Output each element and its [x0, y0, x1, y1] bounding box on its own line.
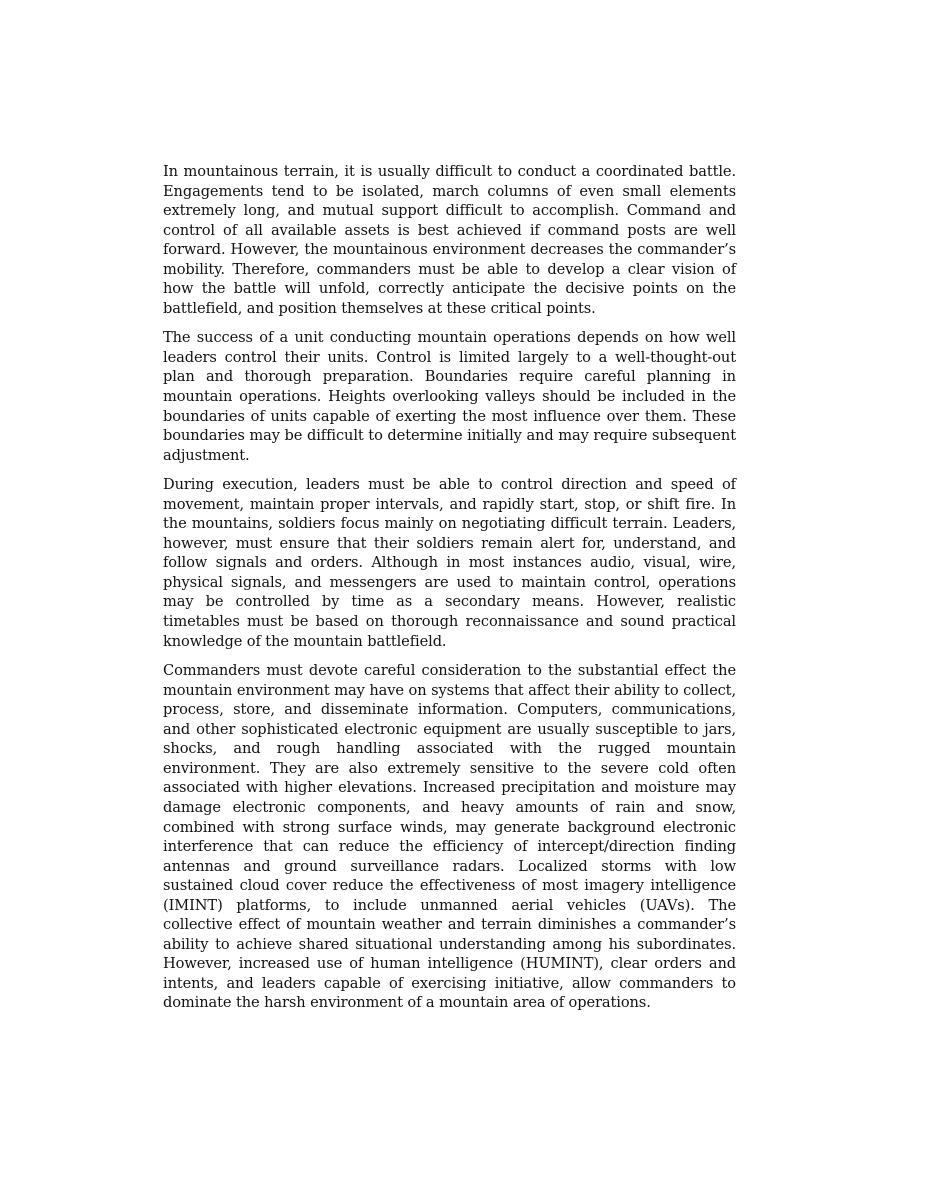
paragraph-information-systems: Commanders must devote careful consideration to the substantial effect the mountain environment may have on systems that affect their ability to collect, process, store, and disseminate information. Computers, communications, and other sophisticated electronic equipment are usually susceptible to jars, shocks, and rough handling associated with the rugged mountain environment. They are also extremely sensitive to the severe cold often associated with higher elevations. Increased precipitation and moisture may damage electronic components, and heavy amounts of rain and snow, combined with strong surface winds, may generate background electronic interference that can reduce the efficiency of intercept/direction finding antennas and ground surveillance radars. Localized storms with low sustained cloud cover reduce the effectiveness of most imagery intelligence (IMINT) platforms, to include unmanned aerial vehicles (UAVs). The collective effect of mountain weather and terrain diminishes a commander’s ability to achieve shared situational understanding among his subordinates. However, increased use of human intelligence (HUMINT), clear orders and intents, and leaders capable of exercising initiative, allow commanders to dominate the harsh environment of a mountain area of operations.: [163, 662, 736, 1012]
body-text: [163, 162, 736, 1023]
paragraph-unit-control: The success of a unit conducting mountain operations depends on how well leaders control their units. Control is limited largely to a well-thought-out plan and thorough preparation. Boundaries require careful planning in mountain operations. Heights overlooking valleys should be included in the boundaries of units capable of exerting the most influence over them. These boundaries may be difficult to determine initially and may require subsequent adjustment.: [163, 329, 736, 464]
paragraph-coordinated-battle: In mountainous terrain, it is usually difficult to conduct a coordinated battle. Engagements tend to be isolated, march columns of even small elements extremely long, and mutual support difficult to accomplish. Command and control of all available assets is best achieved if command posts are well forward. However, the mountainous environment decreases the commander’s mobility. Therefore, commanders must be able to develop a clear vision of how the battle will unfold, correctly anticipate the decisive points on the battlefield, and position themselves at these critical points.: [163, 163, 736, 317]
paragraph-execution: During execution, leaders must be able to control direction and speed of movement, maintain proper intervals, and rapidly start, stop, or shift fire. In the mountains, soldiers focus mainly on negotiating difficult terrain. Leaders, however, must ensure that their soldiers remain alert for, understand, and follow signals and orders. Although in most instances audio, visual, wire, physical signals, and messengers are used to maintain control, operations may be controlled by time as a secondary means. However, realistic timetables must be based on thorough reconnaissance and sound practical knowledge of the mountain battlefield.: [163, 476, 736, 650]
